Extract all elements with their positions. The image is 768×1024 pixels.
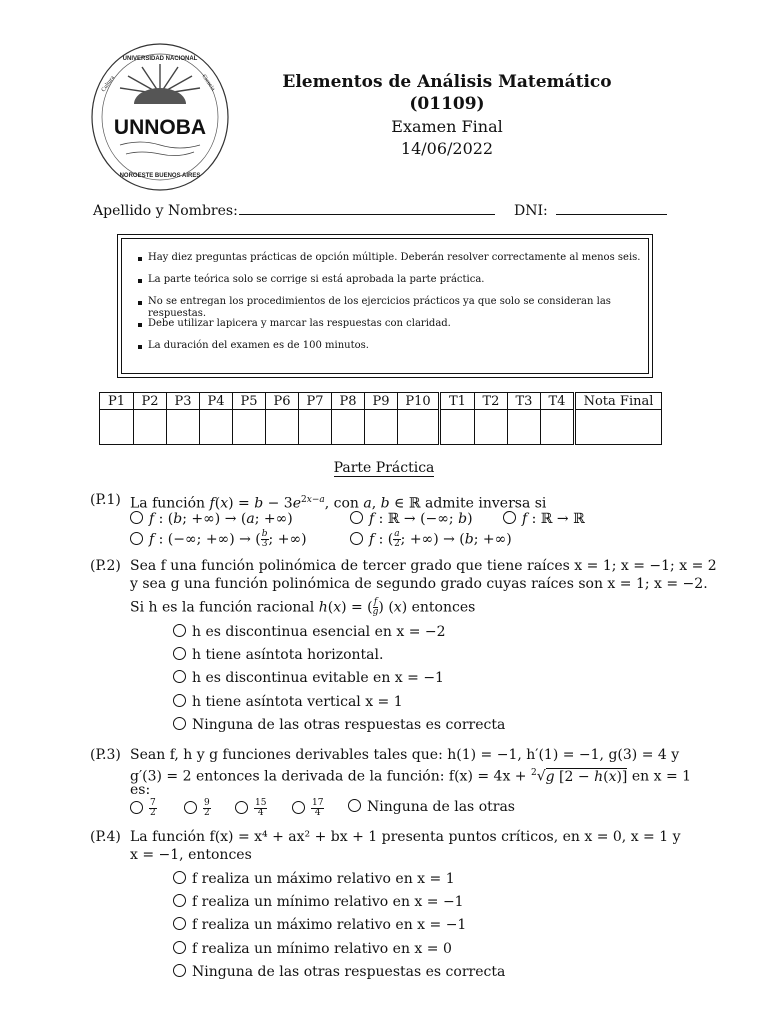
grade-header: Nota Final (575, 393, 662, 410)
answer-option[interactable]: $\frac{7}{2}$ (130, 799, 157, 818)
question-number: (P.1) (90, 492, 121, 508)
section-title: Parte Práctica (333, 460, 435, 476)
radio-circle-icon[interactable] (173, 871, 186, 884)
question-stem: y sea g una función polinómica de segundo grado cuyas raíces son x = 1; x = −2. (130, 576, 708, 592)
instruction-item: La duración del examen es de 100 minutos. (136, 340, 644, 362)
grade-header: T3 (508, 393, 541, 410)
radio-circle-icon[interactable] (173, 894, 186, 907)
instruction-item: La parte teórica solo se corrige si está aprobada la parte práctica. (136, 274, 644, 296)
question-stem: La función $f(x) = b - 3e^{2x-a}$, con a, b ∈ ℝ admite inversa si (130, 495, 547, 512)
answer-option[interactable]: $\frac{17}{4}$ (292, 799, 324, 818)
answer-option[interactable]: h es discontinua evitable en x = −1 (173, 670, 444, 687)
grade-cell[interactable] (440, 410, 475, 445)
grade-cell[interactable] (200, 410, 233, 445)
instructions-list (136, 252, 644, 362)
grade-header: P3 (167, 393, 200, 410)
radio-circle-icon[interactable] (173, 624, 186, 637)
grade-header: P8 (332, 393, 365, 410)
answer-option[interactable]: f : (b; +∞) → (a; +∞) (130, 511, 293, 528)
logo-region-text: NOROESTE BUENOS AIRES (119, 173, 201, 179)
answer-option[interactable]: $\frac{9}{2}$ (184, 799, 211, 818)
grade-cell[interactable] (266, 410, 299, 445)
logo-university-text: UNIVERSIDAD NACIONAL (122, 56, 198, 62)
grade-table (99, 392, 662, 445)
grade-header: P7 (299, 393, 332, 410)
name-field[interactable] (239, 214, 495, 215)
course-code: (01109) (409, 94, 485, 114)
exam-date: 14/06/2022 (400, 139, 494, 158)
answer-option[interactable]: Ninguna de las otras respuestas es correcta (173, 964, 505, 981)
grade-header: P9 (365, 393, 398, 410)
grade-header: P1 (100, 393, 134, 410)
radio-circle-icon[interactable] (350, 532, 363, 545)
answer-option[interactable]: h es discontinua esencial en x = −2 (173, 624, 446, 641)
radio-circle-icon[interactable] (130, 511, 143, 524)
exam-type: Examen Final (391, 117, 503, 136)
question-stem: g′(3) = 2 entonces la derivada de la función: f(x) = 4x + $^2$√g [2 − h(x)] en x = 1 (130, 768, 692, 785)
grade-cell[interactable] (167, 410, 200, 445)
radio-circle-icon[interactable] (130, 532, 143, 545)
grade-cell[interactable] (541, 410, 575, 445)
instruction-item: Debe utilizar lapicera y marcar las respuestas con claridad. (136, 318, 644, 340)
radio-circle-icon[interactable] (130, 801, 143, 814)
university-seal-logo (90, 42, 230, 192)
radio-circle-icon[interactable] (173, 694, 186, 707)
radio-circle-icon[interactable] (173, 717, 186, 730)
grade-header: P2 (134, 393, 167, 410)
logo-left-text: Cultura (100, 74, 116, 94)
answer-option[interactable]: f realiza un mínimo relativo en x = −1 (173, 894, 464, 911)
radio-circle-icon[interactable] (348, 799, 361, 812)
grade-cell[interactable] (134, 410, 167, 445)
name-label: Apellido y Nombres: (93, 203, 238, 219)
radio-circle-icon[interactable] (235, 801, 248, 814)
question-number: (P.3) (90, 747, 121, 763)
radio-circle-icon[interactable] (173, 647, 186, 660)
grade-cell[interactable] (398, 410, 440, 445)
answer-option[interactable]: h tiene asíntota vertical x = 1 (173, 694, 403, 711)
answer-option[interactable]: f : ℝ → (−∞; b) (350, 511, 473, 528)
radio-circle-icon[interactable] (292, 801, 305, 814)
answer-option[interactable]: f realiza un mínimo relativo en x = 0 (173, 941, 452, 958)
logo-wordmark: UNNOBA (113, 116, 207, 139)
radio-circle-icon[interactable] (173, 917, 186, 930)
question-stem: x = −1, entonces (130, 847, 252, 863)
question-number: (P.2) (90, 558, 121, 574)
dni-field[interactable] (556, 214, 667, 215)
answer-option[interactable]: h tiene asíntota horizontal. (173, 647, 383, 664)
instruction-item: No se entregan los procedimientos de los ejercicios prácticos ya que solo se consideran las respuestas. (136, 296, 644, 318)
radio-circle-icon[interactable] (184, 801, 197, 814)
radio-circle-icon[interactable] (173, 941, 186, 954)
grade-cell[interactable] (299, 410, 332, 445)
logo-right-text: Ciencia (200, 73, 216, 93)
question-stem: Sea f una función polinómica de tercer grado que tiene raíces x = 1; x = −1; x = 2 (130, 558, 717, 574)
question-stem: Sean f, h y g funciones derivables tales que: h(1) = −1, h′(1) = −1, g(3) = 4 y (130, 747, 680, 763)
radio-circle-icon[interactable] (173, 964, 186, 977)
grade-cell[interactable] (100, 410, 134, 445)
instructions-box (117, 234, 653, 378)
grade-header: P5 (233, 393, 266, 410)
grade-header: T1 (440, 393, 475, 410)
answer-option[interactable]: Ninguna de las otras respuestas es correcta (173, 717, 505, 734)
answer-option[interactable]: f realiza un máximo relativo en x = −1 (173, 917, 466, 934)
grade-cell[interactable] (508, 410, 541, 445)
answer-option[interactable]: $\frac{15}{4}$ (235, 799, 267, 818)
answer-option[interactable]: f : (−∞; +∞) → ( $\frac{b}{3}$ ; +∞) (130, 530, 307, 549)
answer-option[interactable]: Ninguna de las otras (348, 799, 515, 816)
answer-option[interactable]: f realiza un máximo relativo en x = 1 (173, 871, 455, 888)
grade-cell[interactable] (365, 410, 398, 445)
grade-header: P10 (398, 393, 440, 410)
question-stem: Si h es la función racional h(x) = ( $\frac{f}{g}$ ) (x) entonces (130, 597, 476, 617)
grade-header: T2 (475, 393, 508, 410)
grade-header: P6 (266, 393, 299, 410)
course-title: Elementos de Análisis Matemático (282, 72, 612, 92)
radio-circle-icon[interactable] (350, 511, 363, 524)
instruction-item: Hay diez preguntas prácticas de opción múltiple. Deberán resolver correctamente al menos seis. (136, 252, 644, 274)
grade-cell[interactable] (575, 410, 662, 445)
dni-label: DNI: (514, 203, 548, 219)
radio-circle-icon[interactable] (503, 511, 516, 524)
radio-circle-icon[interactable] (173, 670, 186, 683)
grade-header: T4 (541, 393, 575, 410)
answer-option[interactable]: f : ( $\frac{a}{2}$ ; +∞) → (b; +∞) (350, 530, 512, 549)
grade-cell[interactable] (475, 410, 508, 445)
grade-cell[interactable] (332, 410, 365, 445)
question-number: (P.4) (90, 829, 121, 845)
grade-cell[interactable] (233, 410, 266, 445)
answer-option[interactable]: f : ℝ → ℝ (503, 511, 585, 528)
question-stem: es: (130, 782, 151, 798)
question-stem: La función f(x) = x⁴ + ax² + bx + 1 presenta puntos críticos, en x = 0, x = 1 y (130, 829, 681, 845)
grade-header: P4 (200, 393, 233, 410)
